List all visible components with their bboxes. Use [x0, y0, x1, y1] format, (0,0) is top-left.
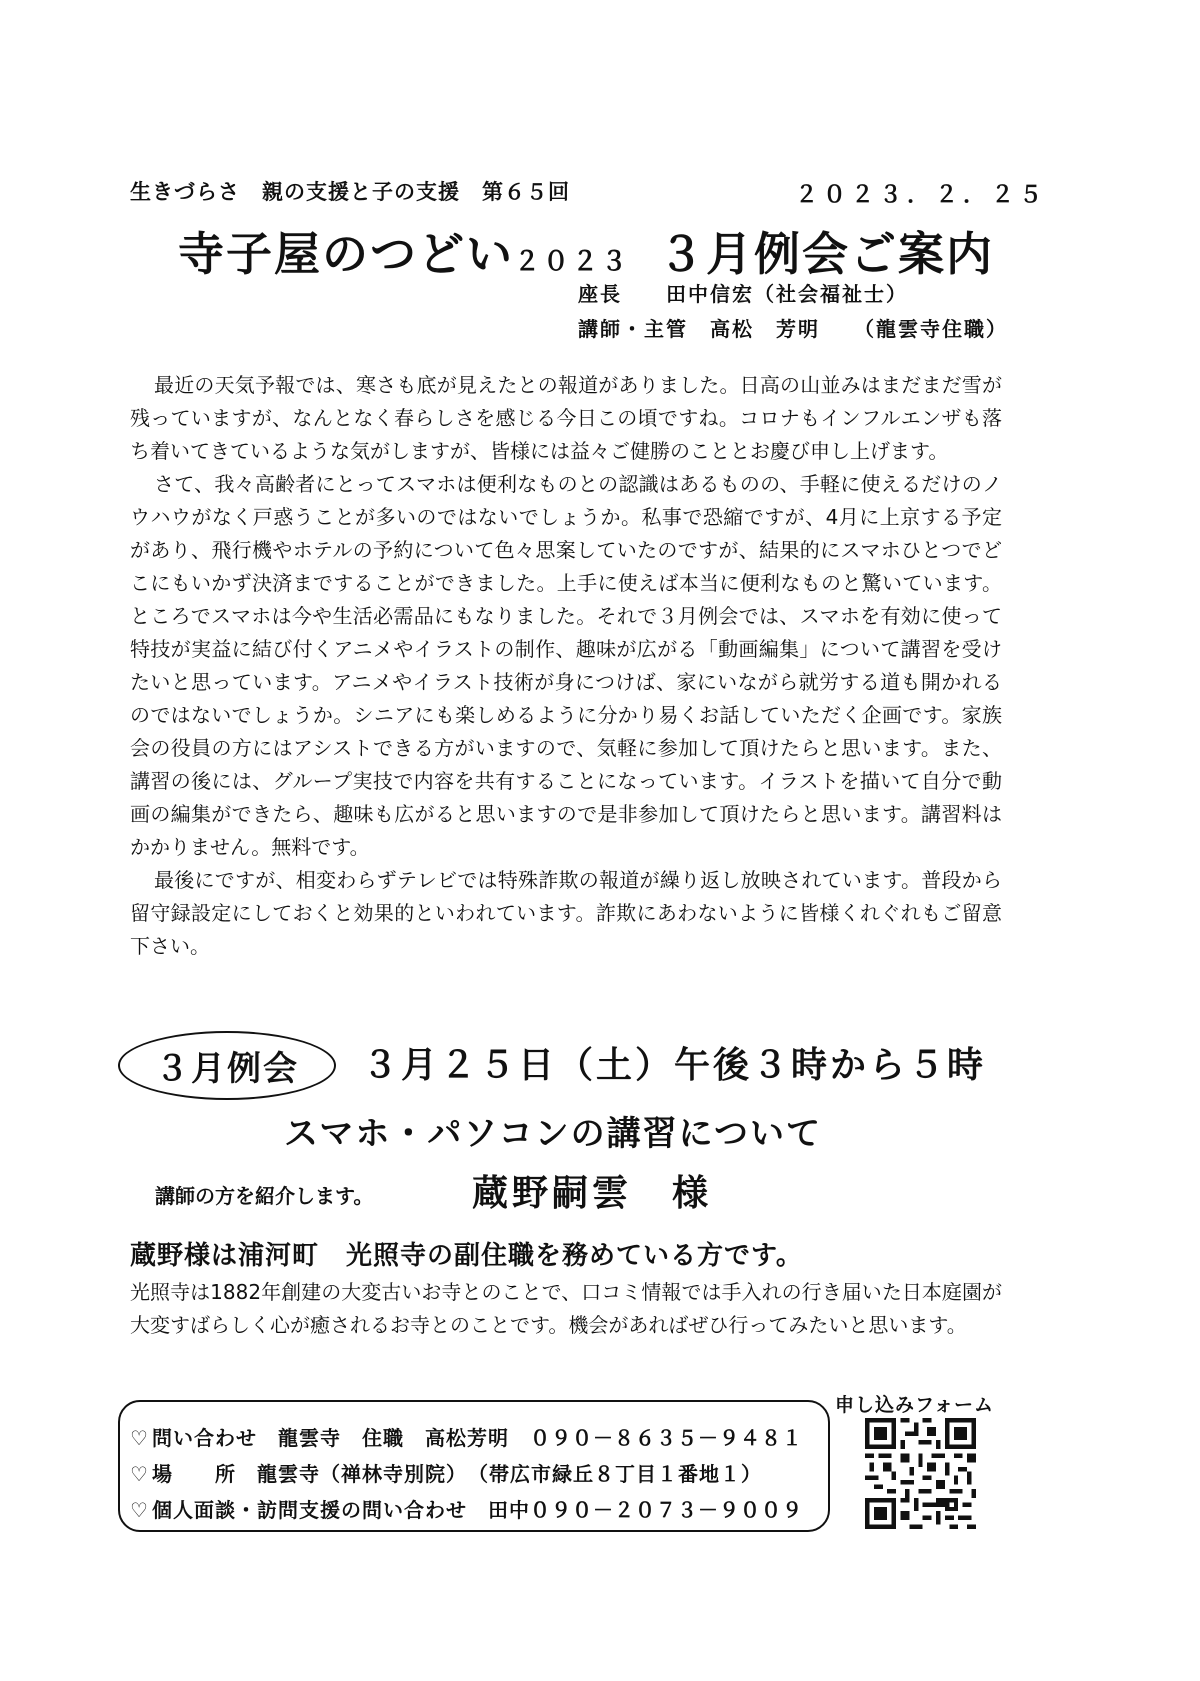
speaker-intro-label: 講師の方を紹介します。: [155, 1184, 374, 1208]
series-heading: 生きづらさ 親の支援と子の支援 第６５回: [130, 180, 570, 204]
paragraph-weather: 最近の天気予報では、寒さも底が見えたとの報道がありました。日高の山並みはまだまだ雪が残っていますが、なんとなく春らしさを感じる今日この頃ですね。コロナもインフルエンザも落ち着いてきているような気がしますが、皆様には益々ご健勝のこととお慶び申し上げます。: [130, 373, 1002, 463]
application-form-label: 申し込みフォーム: [835, 1394, 995, 1416]
event-label: ３月例会: [155, 1049, 299, 1089]
title-year: ２０２３: [514, 247, 631, 277]
lecturer-line: 講師・主管 高松 芳明 （龍雲寺住職）: [578, 317, 1008, 341]
contact-inquiry: ♡ 問い合わせ 龍雲寺 住職 高松芳明 ０９０－８６３５－９４８１: [130, 1426, 803, 1450]
title-rest: ３月例会ご案内: [658, 227, 995, 281]
qr-code-icon[interactable]: [865, 1418, 976, 1529]
chair-line: 座長 田中信宏（社会福祉士）: [578, 282, 908, 306]
temple-description: 光照寺は1882年創建の大変古いお寺とのことで、口コミ情報では手入れの行き届いた日本庭園が大変すばらしく心が癒されるお寺とのことです。機会があればぜひ行ってみたいと思います。: [130, 1280, 1002, 1337]
page-title: [178, 218, 994, 284]
contact-location: ♡ 場 所 龍雲寺（禅林寺別院） （帯広市緑丘８丁目１番地１）: [130, 1462, 762, 1486]
title-main: 寺子屋のつどい: [178, 227, 514, 281]
body-text: [130, 369, 1002, 963]
event-label-oval: [118, 1031, 336, 1100]
contact-interview: ♡ 個人面談・訪問支援の問い合わせ 田中０９０－２０７３－９００９: [130, 1498, 803, 1522]
lecture-topic: スマホ・パソコンの講習について: [284, 1114, 822, 1154]
speaker-name: 蔵野嗣雲 様: [472, 1173, 713, 1214]
event-datetime: ３月２５日（土）午後３時から５時: [362, 1045, 987, 1086]
heart-outline-icon: ♡: [130, 1462, 149, 1486]
heart-outline-icon: ♡: [130, 1426, 149, 1450]
speaker-description: 蔵野様は浦河町 光照寺の副住職を務めている方です。: [130, 1241, 803, 1271]
issue-date: ２０２３．２．２５: [795, 182, 1047, 208]
heart-outline-icon: ♡: [130, 1498, 149, 1522]
paragraph-smartphone: さて、我々高齢者にとってスマホは便利なものとの認識はあるものの、手軽に使えるだけのノウハウがなく戸惑うことが多いのではないでしょうか。私事で恐縮ですが、4月に上京する予定があり、飛行機やホテルの予約について色々思案していたのですが、結果的にスマホひとつでどこにもいかず決済まですることができました。上手に使えば本当に便利なものと驚いています。ところでスマホは今や生活必需品にもなりました。それで３月例会では、スマホを有効に使って特技が実益に結び付くアニメやイラストの制作、趣味が広がる「動画編集」について講習を受けたいと思っています。アニメやイラスト技術が身につけば、家にいながら就労する道も開かれるのではないでしょうか。シニアにも楽しめるように分かり易くお話していただく企画です。家族会の役員の方にはアシストできる方がいますので、気軽に参加して頂けたらと思います。また、講習の後には、グループ実技で内容を共有することになっています。イラストを描いて自分で動画の編集ができたら、趣味も広がると思いますので是非参加して頂けたらと思います。講習料はかかりません。無料です。: [130, 472, 1002, 859]
paragraph-fraud: 最後にですが、相変わらずテレビでは特殊詐欺の報道が繰り返し放映されています。普段から留守録設定にしておくと効果的といわれています。詐欺にあわないように皆様くれぐれもご留意下さい。: [130, 868, 1002, 958]
